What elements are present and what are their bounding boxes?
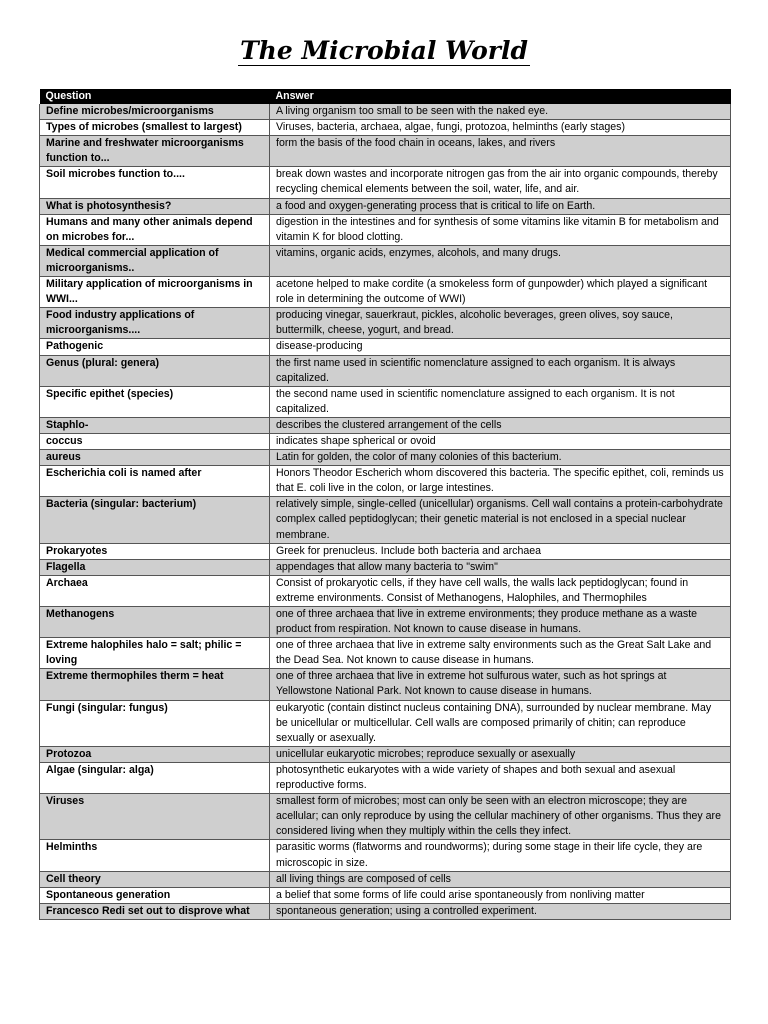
answer-cell: the second name used in scientific nomenclature assigned to each organism. It is not capitalized. xyxy=(270,386,731,417)
answer-cell: appendages that allow many bacteria to "swim" xyxy=(270,559,731,575)
answer-cell: Viruses, bacteria, archaea, algae, fungi, protozoa, helminths (early stages) xyxy=(270,120,731,136)
answer-cell: one of three archaea that live in extreme salty environments such as the Great Salt Lake and the Dead Sea. Not known to cause disease in humans. xyxy=(270,638,731,669)
question-column-header: Question xyxy=(40,89,270,104)
question-cell: Methanogens xyxy=(40,607,270,638)
table-row xyxy=(40,559,731,575)
question-cell: Marine and freshwater microorganisms function to... xyxy=(40,136,270,167)
question-cell: Helminths xyxy=(40,840,270,871)
table-row xyxy=(40,497,731,543)
table-row xyxy=(40,871,731,887)
question-cell: Cell theory xyxy=(40,871,270,887)
answer-cell: Latin for golden, the color of many colonies of this bacterium. xyxy=(270,450,731,466)
answer-cell: a food and oxygen-generating process that is critical to life on Earth. xyxy=(270,198,731,214)
question-cell: Extreme halophiles halo = salt; philic = loving xyxy=(40,638,270,669)
question-cell: Types of microbes (smallest to largest) xyxy=(40,120,270,136)
answer-cell: describes the clustered arrangement of the cells xyxy=(270,417,731,433)
question-cell: Medical commercial application of microorganisms.. xyxy=(40,245,270,276)
table-row xyxy=(40,167,731,198)
table-row xyxy=(40,355,731,386)
question-cell: What is photosynthesis? xyxy=(40,198,270,214)
question-cell: aureus xyxy=(40,450,270,466)
question-cell: Francesco Redi set out to disprove what xyxy=(40,903,270,919)
question-cell: Flagella xyxy=(40,559,270,575)
table-row xyxy=(40,417,731,433)
table-row xyxy=(40,903,731,919)
answer-cell: A living organism too small to be seen with the naked eye. xyxy=(270,104,731,120)
answer-cell: one of three archaea that live in extreme environments; they produce methane as a waste product from respiration. Not known to cause disease in humans. xyxy=(270,607,731,638)
answer-cell: form the basis of the food chain in oceans, lakes, and rivers xyxy=(270,136,731,167)
question-cell: Fungi (singular: fungus) xyxy=(40,700,270,746)
table-row xyxy=(40,762,731,793)
answer-cell: Greek for prenucleus. Include both bacteria and archaea xyxy=(270,543,731,559)
table-row xyxy=(40,746,731,762)
question-cell: Specific epithet (species) xyxy=(40,386,270,417)
question-cell: Viruses xyxy=(40,794,270,840)
table-row xyxy=(40,887,731,903)
question-cell: Bacteria (singular: bacterium) xyxy=(40,497,270,543)
question-cell: Archaea xyxy=(40,575,270,606)
table-row xyxy=(40,466,731,497)
answer-cell: indicates shape spherical or ovoid xyxy=(270,433,731,449)
answer-cell: Honors Theodor Escherich whom discovered this bacteria. The specific epithet, coli, reminds us that E. coli live in the colon, or large intestines. xyxy=(270,466,731,497)
table-row xyxy=(40,543,731,559)
table-row xyxy=(40,607,731,638)
qa-table xyxy=(39,89,731,920)
table-row xyxy=(40,308,731,339)
table-row xyxy=(40,386,731,417)
answer-cell: disease-producing xyxy=(270,339,731,355)
question-cell: Escherichia coli is named after xyxy=(40,466,270,497)
table-row xyxy=(40,339,731,355)
answer-cell: eukaryotic (contain distinct nucleus containing DNA), surrounded by nuclear membrane. May be unicellular or multicellular. Cell walls are composed primarily of chitin; can reproduce sexually or asexually. xyxy=(270,700,731,746)
question-cell: Genus (plural: genera) xyxy=(40,355,270,386)
table-row xyxy=(40,214,731,245)
question-cell: Pathogenic xyxy=(40,339,270,355)
question-cell: Staphlo- xyxy=(40,417,270,433)
question-cell: Define microbes/microorganisms xyxy=(40,104,270,120)
page-title xyxy=(0,36,768,65)
table-row xyxy=(40,245,731,276)
table-row xyxy=(40,669,731,700)
table-row xyxy=(40,450,731,466)
question-cell: coccus xyxy=(40,433,270,449)
answer-cell: one of three archaea that live in extreme hot sulfurous water, such as hot springs at Yellowstone National Park. Not known to cause disease in humans. xyxy=(270,669,731,700)
question-cell: Algae (singular: alga) xyxy=(40,762,270,793)
answer-cell: relatively simple, single-celled (unicellular) organisms. Cell wall contains a protein-carbohydrate complex called peptidoglycan; their genetic material is not enclosed in a special nuclear membrane. xyxy=(270,497,731,543)
answer-cell: photosynthetic eukaryotes with a wide variety of shapes and both sexual and asexual reproductive forms. xyxy=(270,762,731,793)
table-row xyxy=(40,840,731,871)
table-row xyxy=(40,277,731,308)
table-row xyxy=(40,198,731,214)
question-cell: Extreme thermophiles therm = heat xyxy=(40,669,270,700)
question-cell: Spontaneous generation xyxy=(40,887,270,903)
table-row xyxy=(40,638,731,669)
answer-cell: the first name used in scientific nomenclature assigned to each organism. It is always capitalized. xyxy=(270,355,731,386)
table-row xyxy=(40,433,731,449)
answer-cell: parasitic worms (flatworms and roundworms); during some stage in their life cycle, they are microscopic in size. xyxy=(270,840,731,871)
question-cell: Soil microbes function to.... xyxy=(40,167,270,198)
answer-cell: all living things are composed of cells xyxy=(270,871,731,887)
table-row xyxy=(40,136,731,167)
answer-cell: smallest form of microbes; most can only be seen with an electron microscope; they are acellular; can only reproduce by using the cellular machinery of other organisms. Thus they are considered living when they multiply within the cells they infect. xyxy=(270,794,731,840)
question-cell: Food industry applications of microorganisms.... xyxy=(40,308,270,339)
page-title-text: The Microbial World xyxy=(240,36,528,65)
table-row xyxy=(40,794,731,840)
answer-cell: break down wastes and incorporate nitrogen gas from the air into organic compounds, thereby recycling chemical elements between the soil, water, life, and air. xyxy=(270,167,731,198)
answer-cell: Consist of prokaryotic cells, if they have cell walls, the walls lack peptidoglycan; found in extreme environments. Consist of Methanogens, Halophiles, and Thermophiles xyxy=(270,575,731,606)
table-header-row xyxy=(40,89,731,104)
question-cell: Humans and many other animals depend on microbes for... xyxy=(40,214,270,245)
answer-cell: spontaneous generation; using a controlled experiment. xyxy=(270,903,731,919)
answer-cell: a belief that some forms of life could arise spontaneously from nonliving matter xyxy=(270,887,731,903)
question-cell: Prokaryotes xyxy=(40,543,270,559)
table-row xyxy=(40,104,731,120)
answer-cell: unicellular eukaryotic microbes; reproduce sexually or asexually xyxy=(270,746,731,762)
table-row xyxy=(40,575,731,606)
question-cell: Military application of microorganisms in WWI... xyxy=(40,277,270,308)
answer-cell: acetone helped to make cordite (a smokeless form of gunpowder) which played a significant role in determining the outcome of WWI) xyxy=(270,277,731,308)
table-row xyxy=(40,120,731,136)
answer-cell: digestion in the intestines and for synthesis of some vitamins like vitamin B for metabolism and vitamin K for blood clotting. xyxy=(270,214,731,245)
table-row xyxy=(40,700,731,746)
answer-column-header: Answer xyxy=(270,89,731,104)
answer-cell: vitamins, organic acids, enzymes, alcohols, and many drugs. xyxy=(270,245,731,276)
question-cell: Protozoa xyxy=(40,746,270,762)
answer-cell: producing vinegar, sauerkraut, pickles, alcoholic beverages, green olives, soy sauce, buttermilk, cheese, yogurt, and bread. xyxy=(270,308,731,339)
